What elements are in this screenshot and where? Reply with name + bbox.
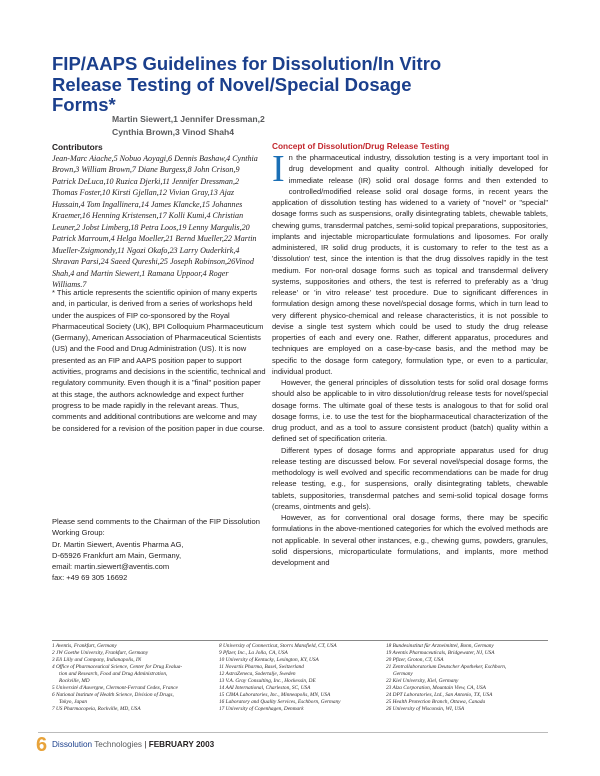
affiliation: 17 University of Copenhagen, Denmark: [219, 705, 304, 712]
affiliation: 15 CIMA Laboratories, Inc., Minneapolis, MN, USA: [219, 691, 331, 698]
drop-cap: I: [272, 152, 285, 190]
article-title: FIP/AAPS Guidelines for Dissolution/In Vitro Release Testing of Novel/Special Dosage Forms*: [52, 53, 442, 115]
paragraph: [272, 152, 548, 377]
affiliation: Rockville, MD: [59, 677, 90, 684]
affiliation: tion and Research, Food and Drug Administration,: [59, 670, 168, 677]
affiliation: 2 JW Goethe University, Frankfurt, Germany: [52, 649, 149, 656]
affiliation: 20 Pfizer, Groton, CT, USA: [386, 656, 444, 663]
affiliation: 21 Zentrallaboratorium Deutscher Apotheker, Eschborn,: [386, 663, 507, 670]
affiliation: 3 Eli Lilly and Company, Indianapolis, IN: [52, 656, 142, 663]
journal-name: Dissolution: [52, 740, 93, 749]
affiliations-column: [386, 643, 506, 713]
divider: [52, 640, 548, 641]
body-text: [272, 152, 548, 607]
affiliations-column: [219, 643, 341, 713]
issue-date: FEBRUARY 2003: [148, 740, 215, 749]
affiliation: 9 Pfizer, Inc., La Jolla, CA, USA: [219, 649, 288, 656]
journal-footer: [52, 740, 214, 749]
section-heading: Concept of Dissolution/Drug Release Testing: [272, 141, 450, 151]
page-number: 6: [36, 734, 48, 756]
affiliation: 16 Laboratory and Quality Services, Eschborn, Germany: [219, 698, 341, 705]
affiliation: 19 Aventis Pharmaceuticals, Bridgewater, NJ, USA: [386, 649, 495, 656]
paragraph: Different types of dosage forms and appropriate apparatus used for drug release testing are discussed below. For several novel/special dosage forms, the methodology is well evolved and specific recommendations can be made for drug release testing, e.g., for suspensions, orally disintegrating tablets, chewable tablets, suppositories, transdermal patches and semi-solid topical dosage forms (creams, ointments and gels).: [272, 445, 548, 511]
affiliation: 22 Kiel University, Kiel, Germany: [386, 677, 459, 684]
author-line: Martin Siewert,1 Jennifer Dressman,2: [112, 114, 265, 124]
journal-name-suffix: Technologies: [94, 740, 142, 749]
contributors-heading: Contributors: [52, 142, 103, 152]
affiliation: 8 University of Connecticut, Storrs Mansfield, CT, USA: [219, 643, 337, 649]
affiliation: Tokyo, Japan: [59, 698, 88, 705]
author-line: Cynthia Brown,3 Vinod Shah4: [112, 126, 235, 137]
contact-address: D-65926 Frankfurt am Main, Germany,: [52, 550, 182, 560]
contact-email: email: martin.siewert@aventis.com: [52, 562, 170, 572]
affiliation: 11 Novartis Pharma, Basel, Switzerland: [219, 663, 304, 670]
comments-contact: [52, 516, 267, 584]
affiliation: 23 Alza Corporation, Mountain View, CA, USA: [386, 684, 486, 691]
affiliation: 25 Health Protection Branch, Ottawa, Canada: [386, 698, 486, 705]
footer-divider: [38, 732, 548, 733]
author-list: [112, 113, 265, 138]
affiliation: 6 National Institute of Health Science, Division of Drugs,: [52, 691, 174, 698]
paragraph-text: n the pharmaceutical industry, dissolution testing is a very important tool in drug development and quality control. Although initially developed for immediate release (IR) solid oral dosage forms and then extended to controlled/modified release solid oral dosage forms, in recent years the application of dissolution testing has widened to a variety of "novel" or "special" dosage forms such as suspensions, orally disintegrating tablets, chewable tablets, chewing gums, transdermal patches, semi-solid topical preparations, suppositories, implants and injectable microparticulate formulations and liposomes. For orally administered, IR solid drug products, it is customary to refer to the test as a 'dissolution' test, since the intention is that the drug dissolves rapidly in the test medium. For non-oral dosage forms such as topical and transdermal delivery systems, suppositories and others, the test is referred to preferably as a 'drug release' or 'in vitro release' test procedure. Due to significant differences in formulation design among these novel/special dosage forms, which in turn lead to very different physico-chemical and release characteristics, it is not possible to devise a single test system which could be used to study the drug release properties of each and every one. Rather, different apparatus, procedures and techniques are employed on a case-by-case basis, and the method may be specific to the dosage form category, formulation type, or even to a particular, individual product.: [272, 153, 548, 376]
affiliation: 24 DPT Laboratories, Ltd., San Antonio, TX, USA: [386, 691, 493, 698]
contact-name: Dr. Martin Siewert, Aventis Pharma AG,: [52, 539, 184, 549]
affiliation: Germany: [393, 670, 413, 677]
affiliation: 5 Université d'Auvergne, Clermont-Ferrand Cedex, France: [52, 684, 178, 691]
affiliation: 13 V.A. Gray Consulting, Inc., Hockessin, DE: [219, 677, 316, 684]
affiliation: 4 Office of Pharmaceutical Science, Center for Drug Evalua-: [52, 663, 183, 670]
affiliation: 26 University of Wisconsin, WI, USA: [386, 705, 465, 712]
contributors-list: Jean-Marc Aiache,5 Nobuo Aoyagi,6 Dennis Bashaw,4 Cynthia Brown,3 William Brown,7 Diane Burgess,8 John Crison,9 Patrick DeLuca,10 Ruzica Djerki,11 Jennifer Dressman,2 Thomas Foster,10 Kirsti Gjellan,12 Vivian Gray,13 Ajaz Hussain,4 Tom Ingallinera,14 James Klancke,15 Johannes Kraemer,16 Henning Kristensen,17 Kolli Kumi,4 Christian Leuner,2 Jobst Limberg,18 Petra Loos,19 Lenny Margulis,20 Patrick Marroum,4 Helga Moeller,21 Bernd Mueller,22 Martin Mueller-Zsigmondy,11 Ngozi Okafo,23 Larry Ouderkirk,4 Shravan Parsi,24 Saeed Qureshi,25 Joseph Robinson,26Vinod Shah,4 and Martin Siewert,1 Ramana Uppoor,4 Roger Williams.7: [52, 154, 258, 289]
footer-separator: |: [144, 740, 147, 749]
affiliation: 7 US Pharmacopeia, Rockville, MD, USA: [52, 705, 141, 712]
comments-intro: Please send comments to the Chairman of the FIP Dissolution Working Group:: [52, 517, 260, 538]
affiliations-column: [52, 643, 182, 713]
affiliation: 18 Bundesinstitut für Arzneimittel, Bonn, Germany: [386, 643, 494, 649]
affiliation: 1 Aventis, Frankfurt, Germany: [52, 643, 117, 649]
affiliation: 12 AstraZeneca, Sodertalje, Sweden: [219, 670, 296, 677]
article-footnote: * This article represents the scientific opinion of many experts and, in particular, is derived from a series of workshops held under the auspices of FIP co-sponsored by the Royal Pharmaceutical Society (UK), BPI Colloquium Pharmaceuticum (Germany), American Association of Pharmaceutical Scientists (US) and the Food and Drug Administration (US). It is now presented as an FIP and AAPS position paper to support activities, programs and decisions in the scientific, technical and regulatory community. Even though it is a "final" position paper at this stage, the authors acknowledge and expect further progress to be made rapidly in the relevant areas. Thus, comments and additional contributions are welcome and may be considered for a revision of the position paper in due course.: [52, 288, 266, 433]
paragraph: However, as for conventional oral dosage forms, there may be specific formulations in the above-mentioned categories for which the evolved methods are not applicable. In several other instances, e.g., chewing gums, powders, granules, solid dispersions, microparticulate formulations, and implants, more method development and: [272, 513, 548, 567]
affiliation: 14 AAI International, Charleston, SC, USA: [219, 684, 311, 691]
contact-fax: fax: +49 69 305 16692: [52, 573, 128, 583]
paragraph: However, the general principles of dissolution tests for solid oral dosage forms should also be applicable to in vitro dissolution/drug release tests for novel/special dosage forms. The ultimate goal of these tests is analogous to that for solid oral dosage forms, i.e. to use the test for the biopharmaceutical characterization of the drug product, and as a tool to assure consistent product (batch) quality within a defined set of specification criteria.: [272, 378, 548, 444]
affiliation: 10 University of Kentucky, Lexington, KY, USA: [219, 656, 319, 663]
